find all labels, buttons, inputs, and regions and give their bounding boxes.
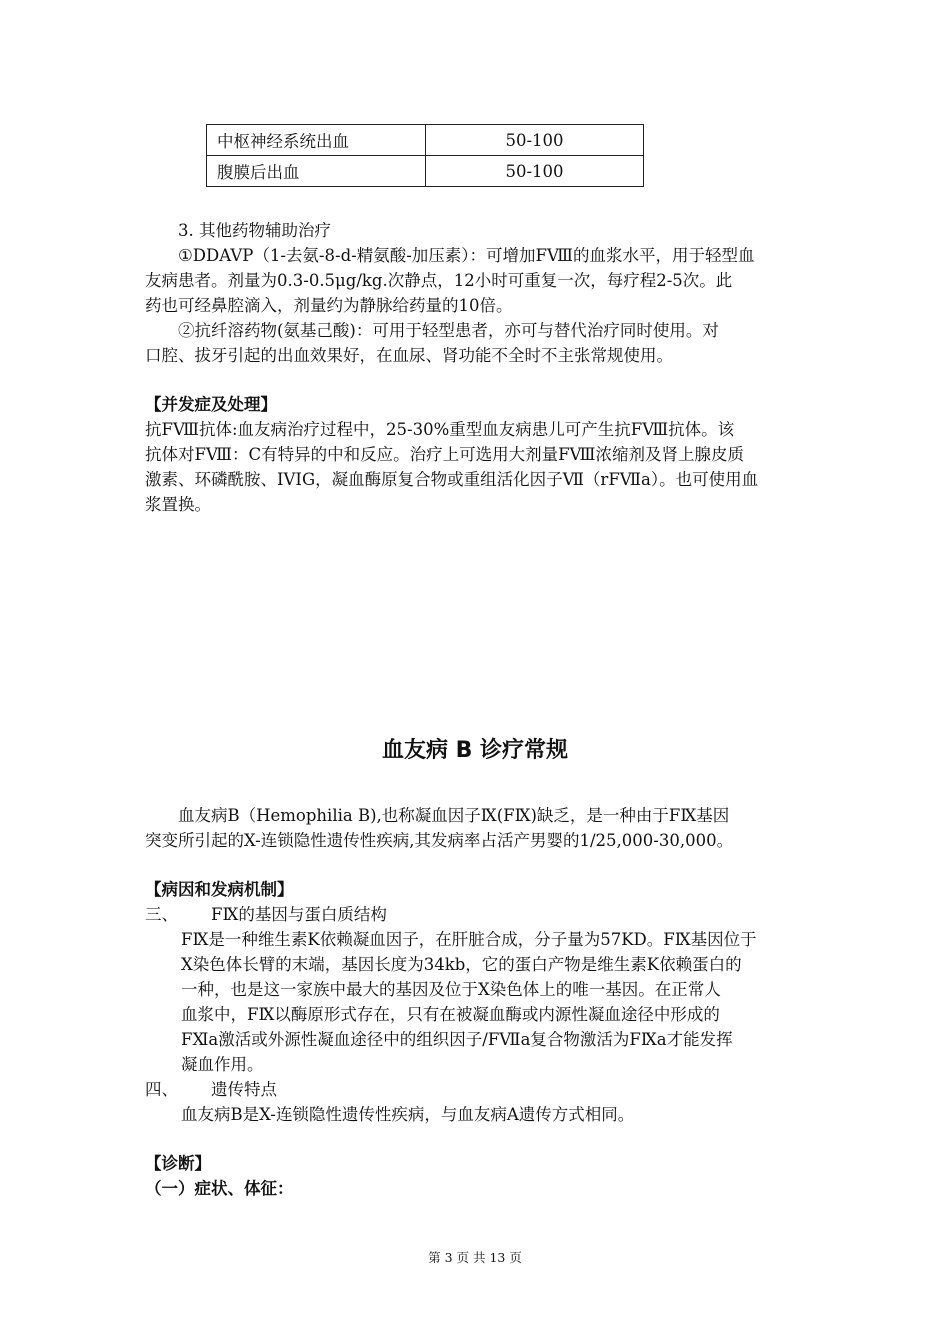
complications-line-2: 抗体对FⅧ：C有特异的中和反应。治疗上可选用大剂量FⅧ浓缩剂及肾上腺皮质	[145, 445, 745, 464]
item-number: 三、	[145, 905, 178, 924]
item-title: 遗传特点	[211, 1080, 277, 1099]
etiology-item-3-line-2: X染色体长臂的末端，基因长度为34kb，它的蛋白产物是维生素K依赖蛋白的	[181, 955, 742, 974]
item-number: 四、	[145, 1080, 178, 1099]
page-footer: 第 3 页 共 13 页	[428, 1250, 522, 1265]
table-row	[207, 125, 644, 156]
etiology-item-3-title	[145, 902, 810, 928]
table-cell-dose: 50-100	[426, 156, 644, 187]
table-row	[207, 156, 644, 187]
complications-line-4: 浆置换。	[145, 495, 211, 514]
etiology-item-3-line-6: 凝血作用。	[181, 1055, 264, 1074]
etiology-item-3-line-5: FⅪa激活或外源性凝血途径中的组织因子/FⅦa复合物激活为FⅨa才能发挥	[181, 1030, 733, 1049]
etiology-item-4-body: 血友病B是X-连锁隐性遗传性疾病，与血友病A遗传方式相同。	[181, 1105, 635, 1124]
antifibrinolytic-line-2: 口腔、拔牙引起的出血效果好，在血尿、肾功能不全时不主张常规使用。	[145, 346, 673, 365]
table-cell-site: 中枢神经系统出血	[207, 125, 426, 156]
diagnosis-subheading: （一）症状、体征：	[145, 1179, 294, 1198]
complications-line-3: 激素、环磷酰胺、IVIG，凝血酶原复合物或重组活化因子Ⅶ（rFⅦa）。也可使用血	[145, 470, 759, 489]
item-title: FⅨ的基因与蛋白质结构	[211, 905, 387, 924]
etiology-heading: 【病因和发病机制】	[145, 880, 294, 899]
complications-line-1: 抗FⅧ抗体:血友病治疗过程中，25-30%重型血友病患儿可产生抗FⅧ抗体。该	[145, 420, 735, 439]
section-3-heading: 3. 其他药物辅助治疗	[178, 221, 331, 240]
ddavp-line-3: 药也可经鼻腔滴入，剂量约为静脉给药量的10倍。	[145, 296, 513, 315]
intro-line-2: 突变所引起的X-连锁隐性遗传性疾病,其发病率占活产男婴的1/25,000-30,000。	[145, 831, 734, 850]
ddavp-line-1: ①DDAVP（1-去氨-8-d-精氨酸-加压素）：可增加FⅧ的血浆水平，用于轻型血	[178, 246, 755, 265]
document-title: 血友病 B 诊疗常规	[381, 738, 569, 763]
etiology-item-3-line-4: 血浆中，FⅨ以酶原形式存在，只有在被凝血酶或内源性凝血途径中形成的	[181, 1005, 720, 1024]
etiology-item-4-title	[145, 1077, 810, 1103]
etiology-item-3-line-3: 一种，也是这一家族中最大的基因及位于X染色体上的唯一基因。在正常人	[181, 980, 721, 999]
dosage-table	[206, 124, 644, 187]
complications-heading: 【并发症及处理】	[145, 395, 277, 414]
diagnosis-heading: 【诊断】	[145, 1154, 211, 1173]
ddavp-line-2: 友病患者。剂量为0.3-0.5μg/kg.次静点，12小时可重复一次，每疗程2-5次。此	[145, 271, 733, 290]
etiology-item-3-line-1: FⅨ是一种维生素K依赖凝血因子，在肝脏合成，分子量为57KD。FⅨ基因位于	[181, 930, 757, 949]
intro-line-1: 血友病B（Hemophilia B),也称凝血因子Ⅸ(FⅨ)缺乏，是一种由于FⅨ基因	[178, 806, 730, 825]
antifibrinolytic-line-1: ②抗纤溶药物(氨基己酸)：可用于轻型患者，亦可与替代治疗同时使用。对	[178, 321, 719, 340]
table-cell-site: 腹膜后出血	[207, 156, 426, 187]
table-cell-dose: 50-100	[426, 125, 644, 156]
